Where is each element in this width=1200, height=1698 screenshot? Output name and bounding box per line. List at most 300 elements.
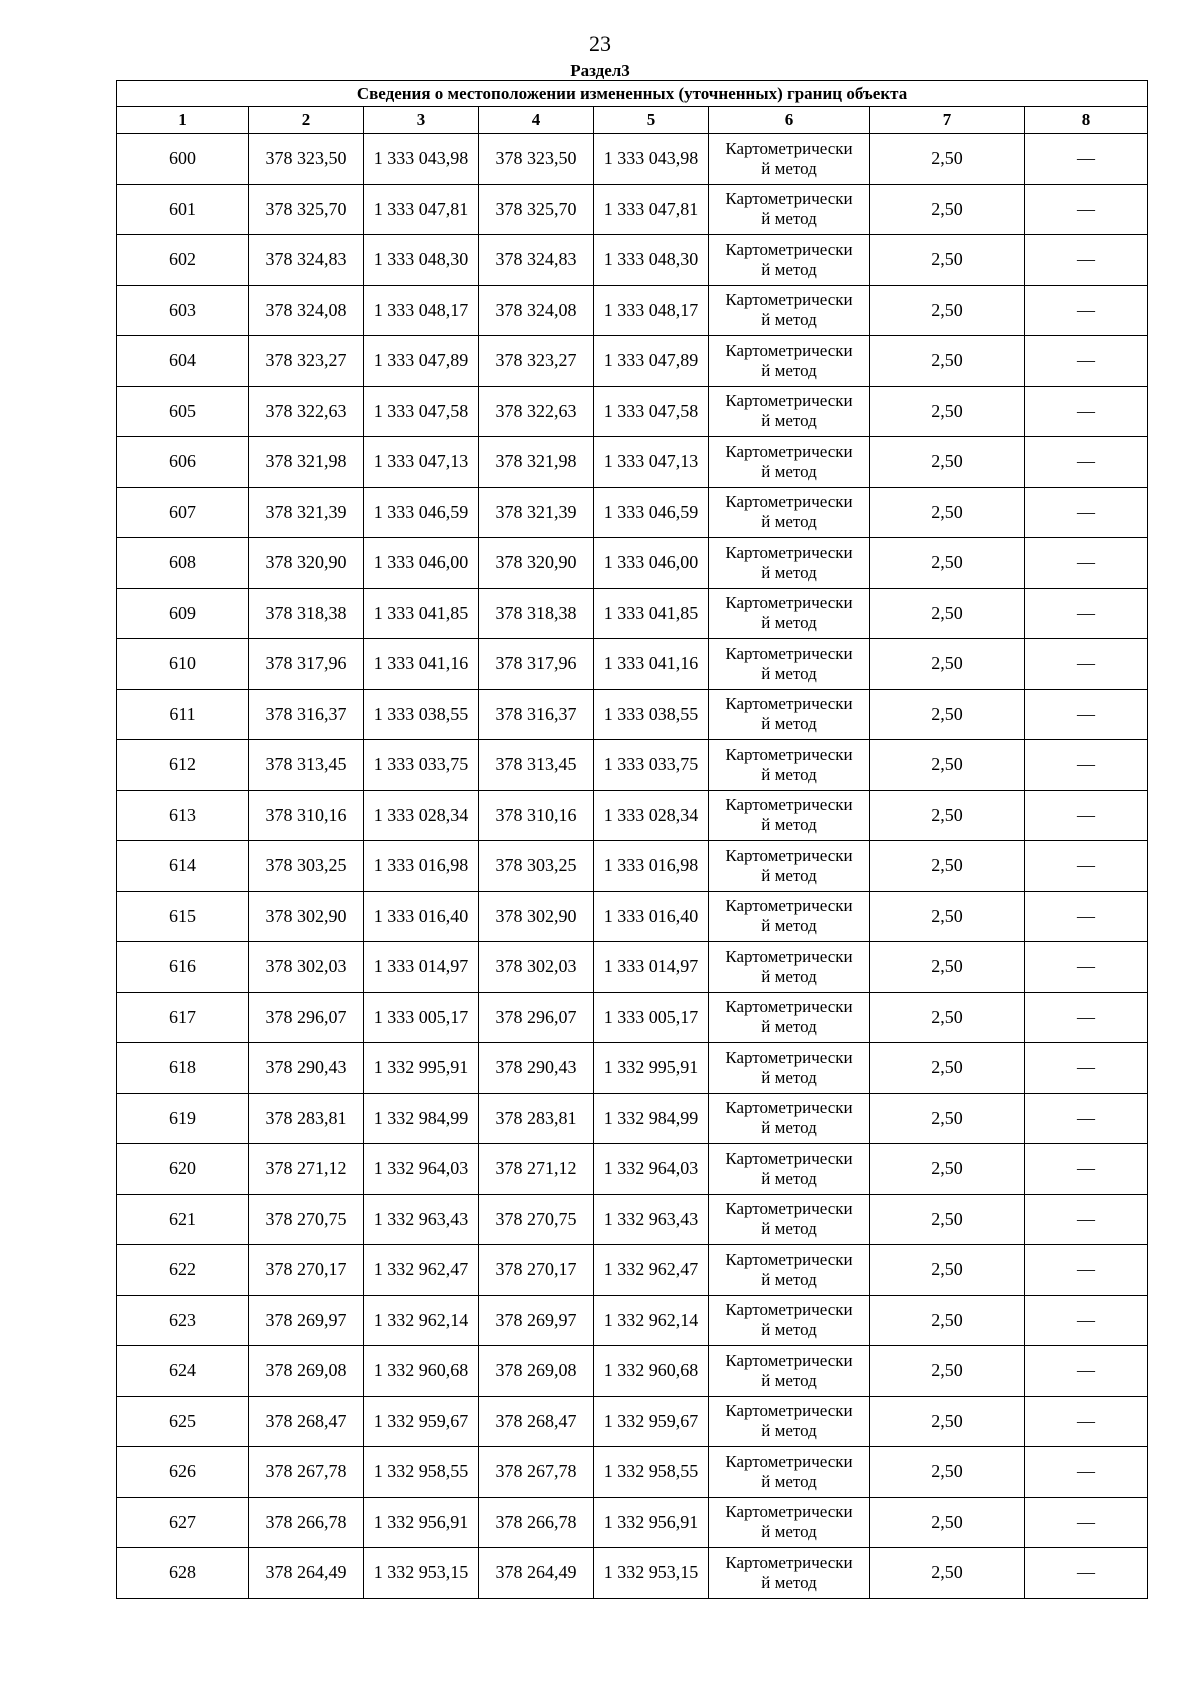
method-cell xyxy=(709,1194,870,1245)
existing-y-cell: 1 333 016,40 xyxy=(364,891,479,942)
refined-y-cell: 1 333 047,13 xyxy=(594,437,709,488)
point-number-cell: 610 xyxy=(117,639,249,690)
method-text-line1: Картометрически xyxy=(725,845,853,865)
method-text-line2: й метод xyxy=(761,865,817,885)
method-text-line2: й метод xyxy=(761,1118,817,1138)
method-text-line1: Картометрически xyxy=(725,1300,853,1320)
method-text-line1: Картометрически xyxy=(725,340,853,360)
table-row xyxy=(117,1497,1148,1548)
refined-y-cell: 1 332 960,68 xyxy=(594,1346,709,1397)
method-text-line2: й метод xyxy=(761,1017,817,1037)
refined-x-cell: 378 322,63 xyxy=(479,386,594,437)
table-row xyxy=(117,1043,1148,1094)
note-cell: — xyxy=(1025,1548,1148,1599)
accuracy-cell: 2,50 xyxy=(870,386,1025,437)
table-row xyxy=(117,1346,1148,1397)
method-text-line1: Картометрически xyxy=(725,1047,853,1067)
method-cell xyxy=(709,689,870,740)
method-text-line1: Картометрически xyxy=(725,239,853,259)
refined-x-cell: 378 296,07 xyxy=(479,992,594,1043)
method-text-line2: й метод xyxy=(761,259,817,279)
method-text-line2: й метод xyxy=(761,714,817,734)
refined-x-cell: 378 267,78 xyxy=(479,1447,594,1498)
existing-y-cell: 1 333 028,34 xyxy=(364,790,479,841)
existing-x-cell: 378 322,63 xyxy=(249,386,364,437)
method-cell xyxy=(709,942,870,993)
point-number-cell: 611 xyxy=(117,689,249,740)
accuracy-cell: 2,50 xyxy=(870,942,1025,993)
method-text-line2: й метод xyxy=(761,1067,817,1087)
table-row xyxy=(117,538,1148,589)
refined-x-cell: 378 318,38 xyxy=(479,588,594,639)
existing-x-cell: 378 290,43 xyxy=(249,1043,364,1094)
section-title: Раздел3 xyxy=(570,61,630,80)
method-cell xyxy=(709,790,870,841)
existing-x-cell: 378 313,45 xyxy=(249,740,364,791)
existing-x-cell: 378 270,17 xyxy=(249,1245,364,1296)
accuracy-cell: 2,50 xyxy=(870,538,1025,589)
existing-y-cell: 1 332 964,03 xyxy=(364,1144,479,1195)
method-text-line1: Картометрически xyxy=(725,542,853,562)
accuracy-cell: 2,50 xyxy=(870,841,1025,892)
point-number-cell: 620 xyxy=(117,1144,249,1195)
existing-y-cell: 1 333 047,89 xyxy=(364,336,479,387)
point-number-cell: 612 xyxy=(117,740,249,791)
column-number: 5 xyxy=(594,107,709,134)
table-row xyxy=(117,285,1148,336)
accuracy-cell: 2,50 xyxy=(870,487,1025,538)
existing-y-cell: 1 332 958,55 xyxy=(364,1447,479,1498)
existing-y-cell: 1 333 046,59 xyxy=(364,487,479,538)
method-text-line2: й метод xyxy=(761,1320,817,1340)
refined-y-cell: 1 333 005,17 xyxy=(594,992,709,1043)
existing-y-cell: 1 332 963,43 xyxy=(364,1194,479,1245)
method-cell xyxy=(709,1043,870,1094)
note-cell: — xyxy=(1025,1144,1148,1195)
point-number-cell: 604 xyxy=(117,336,249,387)
method-cell xyxy=(709,740,870,791)
note-cell: — xyxy=(1025,841,1148,892)
point-number-cell: 614 xyxy=(117,841,249,892)
method-text-line2: й метод xyxy=(761,916,817,936)
method-cell xyxy=(709,184,870,235)
accuracy-cell: 2,50 xyxy=(870,184,1025,235)
accuracy-cell: 2,50 xyxy=(870,740,1025,791)
column-number: 4 xyxy=(479,107,594,134)
existing-x-cell: 378 320,90 xyxy=(249,538,364,589)
method-text-line1: Картометрически xyxy=(725,744,853,764)
method-cell xyxy=(709,235,870,286)
table-row xyxy=(117,1194,1148,1245)
refined-y-cell: 1 332 958,55 xyxy=(594,1447,709,1498)
method-text-line1: Картометрически xyxy=(725,138,853,158)
method-text-line2: й метод xyxy=(761,512,817,532)
table-caption: Сведения о местоположении измененных (уточненных) границ объекта xyxy=(117,81,1148,107)
refined-y-cell: 1 333 043,98 xyxy=(594,134,709,185)
existing-y-cell: 1 333 014,97 xyxy=(364,942,479,993)
refined-x-cell: 378 269,08 xyxy=(479,1346,594,1397)
accuracy-cell: 2,50 xyxy=(870,235,1025,286)
note-cell: — xyxy=(1025,740,1148,791)
method-cell xyxy=(709,992,870,1043)
method-text-line1: Картометрически xyxy=(725,1148,853,1168)
table-row xyxy=(117,1396,1148,1447)
method-cell xyxy=(709,1396,870,1447)
note-cell: — xyxy=(1025,285,1148,336)
existing-x-cell: 378 324,83 xyxy=(249,235,364,286)
table-row xyxy=(117,184,1148,235)
refined-y-cell: 1 332 962,14 xyxy=(594,1295,709,1346)
table-row xyxy=(117,1447,1148,1498)
refined-x-cell: 378 271,12 xyxy=(479,1144,594,1195)
existing-y-cell: 1 332 956,91 xyxy=(364,1497,479,1548)
refined-y-cell: 1 332 959,67 xyxy=(594,1396,709,1447)
table-row xyxy=(117,639,1148,690)
method-text-line1: Картометрически xyxy=(725,1350,853,1370)
point-number-cell: 615 xyxy=(117,891,249,942)
refined-y-cell: 1 332 984,99 xyxy=(594,1093,709,1144)
refined-x-cell: 378 302,90 xyxy=(479,891,594,942)
existing-y-cell: 1 333 046,00 xyxy=(364,538,479,589)
point-number-cell: 624 xyxy=(117,1346,249,1397)
table-row xyxy=(117,891,1148,942)
note-cell: — xyxy=(1025,992,1148,1043)
table-row xyxy=(117,740,1148,791)
accuracy-cell: 2,50 xyxy=(870,134,1025,185)
point-number-cell: 613 xyxy=(117,790,249,841)
point-number-cell: 600 xyxy=(117,134,249,185)
refined-x-cell: 378 320,90 xyxy=(479,538,594,589)
method-text-line2: й метод xyxy=(761,411,817,431)
note-cell: — xyxy=(1025,1043,1148,1094)
existing-y-cell: 1 333 033,75 xyxy=(364,740,479,791)
accuracy-cell: 2,50 xyxy=(870,1548,1025,1599)
note-cell: — xyxy=(1025,235,1148,286)
table-row xyxy=(117,841,1148,892)
table-row xyxy=(117,1295,1148,1346)
accuracy-cell: 2,50 xyxy=(870,639,1025,690)
column-number: 8 xyxy=(1025,107,1148,134)
refined-y-cell: 1 332 956,91 xyxy=(594,1497,709,1548)
refined-y-cell: 1 332 953,15 xyxy=(594,1548,709,1599)
refined-x-cell: 378 323,27 xyxy=(479,336,594,387)
method-text-line1: Картометрически xyxy=(725,643,853,663)
accuracy-cell: 2,50 xyxy=(870,992,1025,1043)
point-number-cell: 601 xyxy=(117,184,249,235)
existing-y-cell: 1 333 041,16 xyxy=(364,639,479,690)
existing-y-cell: 1 333 038,55 xyxy=(364,689,479,740)
refined-y-cell: 1 332 964,03 xyxy=(594,1144,709,1195)
method-cell xyxy=(709,285,870,336)
method-cell xyxy=(709,639,870,690)
refined-y-cell: 1 333 048,17 xyxy=(594,285,709,336)
note-cell: — xyxy=(1025,1396,1148,1447)
method-text-line1: Картометрически xyxy=(725,694,853,714)
point-number-cell: 623 xyxy=(117,1295,249,1346)
method-text-line1: Картометрически xyxy=(725,1502,853,1522)
note-cell: — xyxy=(1025,588,1148,639)
existing-x-cell: 378 325,70 xyxy=(249,184,364,235)
note-cell: — xyxy=(1025,184,1148,235)
note-cell: — xyxy=(1025,1245,1148,1296)
refined-y-cell: 1 333 046,59 xyxy=(594,487,709,538)
method-text-line2: й метод xyxy=(761,764,817,784)
refined-x-cell: 378 303,25 xyxy=(479,841,594,892)
method-cell xyxy=(709,1346,870,1397)
point-number-cell: 628 xyxy=(117,1548,249,1599)
method-cell xyxy=(709,1093,870,1144)
existing-y-cell: 1 333 047,13 xyxy=(364,437,479,488)
existing-x-cell: 378 270,75 xyxy=(249,1194,364,1245)
refined-y-cell: 1 333 048,30 xyxy=(594,235,709,286)
method-text-line2: й метод xyxy=(761,1269,817,1289)
accuracy-cell: 2,50 xyxy=(870,437,1025,488)
point-number-cell: 626 xyxy=(117,1447,249,1498)
refined-x-cell: 378 290,43 xyxy=(479,1043,594,1094)
method-text-line1: Картометрически xyxy=(725,1199,853,1219)
point-number-cell: 608 xyxy=(117,538,249,589)
method-text-line2: й метод xyxy=(761,1219,817,1239)
refined-x-cell: 378 264,49 xyxy=(479,1548,594,1599)
point-number-cell: 605 xyxy=(117,386,249,437)
existing-y-cell: 1 333 005,17 xyxy=(364,992,479,1043)
refined-x-cell: 378 317,96 xyxy=(479,639,594,690)
refined-x-cell: 378 316,37 xyxy=(479,689,594,740)
existing-x-cell: 378 269,08 xyxy=(249,1346,364,1397)
method-cell xyxy=(709,134,870,185)
table-row xyxy=(117,790,1148,841)
existing-y-cell: 1 333 016,98 xyxy=(364,841,479,892)
method-text-line1: Картометрически xyxy=(725,946,853,966)
method-text-line2: й метод xyxy=(761,1421,817,1441)
existing-y-cell: 1 332 953,15 xyxy=(364,1548,479,1599)
method-cell xyxy=(709,1447,870,1498)
accuracy-cell: 2,50 xyxy=(870,1043,1025,1094)
existing-y-cell: 1 332 959,67 xyxy=(364,1396,479,1447)
refined-y-cell: 1 332 995,91 xyxy=(594,1043,709,1094)
existing-x-cell: 378 303,25 xyxy=(249,841,364,892)
point-number-cell: 602 xyxy=(117,235,249,286)
point-number-cell: 621 xyxy=(117,1194,249,1245)
method-cell xyxy=(709,437,870,488)
existing-x-cell: 378 317,96 xyxy=(249,639,364,690)
method-text-line2: й метод xyxy=(761,815,817,835)
method-text-line1: Картометрически xyxy=(725,1249,853,1269)
point-number-cell: 617 xyxy=(117,992,249,1043)
note-cell: — xyxy=(1025,1497,1148,1548)
method-cell xyxy=(709,1245,870,1296)
accuracy-cell: 2,50 xyxy=(870,588,1025,639)
existing-x-cell: 378 268,47 xyxy=(249,1396,364,1447)
table-row xyxy=(117,689,1148,740)
refined-x-cell: 378 270,17 xyxy=(479,1245,594,1296)
note-cell: — xyxy=(1025,891,1148,942)
accuracy-cell: 2,50 xyxy=(870,891,1025,942)
refined-y-cell: 1 333 033,75 xyxy=(594,740,709,791)
table-row xyxy=(117,437,1148,488)
method-text-line1: Картометрически xyxy=(725,441,853,461)
method-text-line2: й метод xyxy=(761,966,817,986)
refined-x-cell: 378 324,08 xyxy=(479,285,594,336)
existing-x-cell: 378 321,39 xyxy=(249,487,364,538)
method-text-line1: Картометрически xyxy=(725,290,853,310)
existing-y-cell: 1 333 041,85 xyxy=(364,588,479,639)
point-number-cell: 618 xyxy=(117,1043,249,1094)
method-cell xyxy=(709,1144,870,1195)
method-text-line1: Картометрически xyxy=(725,896,853,916)
existing-x-cell: 378 321,98 xyxy=(249,437,364,488)
existing-x-cell: 378 283,81 xyxy=(249,1093,364,1144)
accuracy-cell: 2,50 xyxy=(870,689,1025,740)
accuracy-cell: 2,50 xyxy=(870,1396,1025,1447)
column-number: 1 xyxy=(117,107,249,134)
table-row xyxy=(117,487,1148,538)
note-cell: — xyxy=(1025,1447,1148,1498)
note-cell: — xyxy=(1025,1194,1148,1245)
accuracy-cell: 2,50 xyxy=(870,1245,1025,1296)
method-text-line2: й метод xyxy=(761,1168,817,1188)
existing-x-cell: 378 269,97 xyxy=(249,1295,364,1346)
refined-x-cell: 378 321,39 xyxy=(479,487,594,538)
existing-y-cell: 1 332 962,47 xyxy=(364,1245,479,1296)
note-cell: — xyxy=(1025,1346,1148,1397)
method-cell xyxy=(709,588,870,639)
method-cell xyxy=(709,336,870,387)
method-text-line2: й метод xyxy=(761,461,817,481)
method-text-line1: Картометрически xyxy=(725,391,853,411)
method-cell xyxy=(709,386,870,437)
existing-x-cell: 378 318,38 xyxy=(249,588,364,639)
refined-y-cell: 1 333 028,34 xyxy=(594,790,709,841)
existing-x-cell: 378 323,27 xyxy=(249,336,364,387)
note-cell: — xyxy=(1025,1093,1148,1144)
method-text-line2: й метод xyxy=(761,158,817,178)
table-row xyxy=(117,386,1148,437)
note-cell: — xyxy=(1025,538,1148,589)
method-cell xyxy=(709,487,870,538)
table-caption-row xyxy=(117,81,1148,107)
accuracy-cell: 2,50 xyxy=(870,1497,1025,1548)
existing-x-cell: 378 310,16 xyxy=(249,790,364,841)
existing-y-cell: 1 333 043,98 xyxy=(364,134,479,185)
table-row xyxy=(117,134,1148,185)
refined-y-cell: 1 332 962,47 xyxy=(594,1245,709,1296)
column-number-row xyxy=(117,107,1148,134)
refined-y-cell: 1 333 041,85 xyxy=(594,588,709,639)
existing-y-cell: 1 332 960,68 xyxy=(364,1346,479,1397)
method-cell xyxy=(709,841,870,892)
method-text-line2: й метод xyxy=(761,613,817,633)
note-cell: — xyxy=(1025,639,1148,690)
refined-x-cell: 378 302,03 xyxy=(479,942,594,993)
column-number: 6 xyxy=(709,107,870,134)
note-cell: — xyxy=(1025,487,1148,538)
table-row xyxy=(117,992,1148,1043)
existing-y-cell: 1 332 962,14 xyxy=(364,1295,479,1346)
note-cell: — xyxy=(1025,790,1148,841)
table-row xyxy=(117,1144,1148,1195)
existing-x-cell: 378 296,07 xyxy=(249,992,364,1043)
table-body xyxy=(117,134,1148,1599)
existing-y-cell: 1 333 048,17 xyxy=(364,285,479,336)
method-text-line2: й метод xyxy=(761,1471,817,1491)
table-row xyxy=(117,1548,1148,1599)
method-text-line2: й метод xyxy=(761,663,817,683)
method-text-line2: й метод xyxy=(761,1370,817,1390)
point-number-cell: 607 xyxy=(117,487,249,538)
existing-x-cell: 378 324,08 xyxy=(249,285,364,336)
existing-y-cell: 1 333 047,58 xyxy=(364,386,479,437)
existing-y-cell: 1 333 048,30 xyxy=(364,235,479,286)
accuracy-cell: 2,50 xyxy=(870,1295,1025,1346)
page-number: 23 xyxy=(589,31,611,56)
method-cell xyxy=(709,1548,870,1599)
accuracy-cell: 2,50 xyxy=(870,336,1025,387)
method-cell xyxy=(709,1497,870,1548)
accuracy-cell: 2,50 xyxy=(870,1194,1025,1245)
refined-x-cell: 378 283,81 xyxy=(479,1093,594,1144)
note-cell: — xyxy=(1025,689,1148,740)
accuracy-cell: 2,50 xyxy=(870,1346,1025,1397)
point-number-cell: 609 xyxy=(117,588,249,639)
coordinates-table xyxy=(116,80,1148,1599)
refined-x-cell: 378 324,83 xyxy=(479,235,594,286)
point-number-cell: 606 xyxy=(117,437,249,488)
method-cell xyxy=(709,891,870,942)
accuracy-cell: 2,50 xyxy=(870,1093,1025,1144)
refined-y-cell: 1 333 041,16 xyxy=(594,639,709,690)
refined-y-cell: 1 333 047,58 xyxy=(594,386,709,437)
method-text-line2: й метод xyxy=(761,1522,817,1542)
refined-y-cell: 1 333 046,00 xyxy=(594,538,709,589)
method-cell xyxy=(709,538,870,589)
refined-y-cell: 1 333 016,40 xyxy=(594,891,709,942)
refined-x-cell: 378 323,50 xyxy=(479,134,594,185)
existing-x-cell: 378 302,90 xyxy=(249,891,364,942)
method-text-line2: й метод xyxy=(761,562,817,582)
accuracy-cell: 2,50 xyxy=(870,1144,1025,1195)
existing-x-cell: 378 302,03 xyxy=(249,942,364,993)
accuracy-cell: 2,50 xyxy=(870,1447,1025,1498)
point-number-cell: 625 xyxy=(117,1396,249,1447)
method-text-line1: Картометрически xyxy=(725,189,853,209)
refined-x-cell: 378 268,47 xyxy=(479,1396,594,1447)
refined-x-cell: 378 269,97 xyxy=(479,1295,594,1346)
method-text-line1: Картометрически xyxy=(725,593,853,613)
table-row xyxy=(117,588,1148,639)
table-row xyxy=(117,1245,1148,1296)
refined-x-cell: 378 321,98 xyxy=(479,437,594,488)
method-text-line1: Картометрически xyxy=(725,1401,853,1421)
note-cell: — xyxy=(1025,336,1148,387)
note-cell: — xyxy=(1025,134,1148,185)
point-number-cell: 622 xyxy=(117,1245,249,1296)
method-text-line2: й метод xyxy=(761,209,817,229)
refined-x-cell: 378 266,78 xyxy=(479,1497,594,1548)
note-cell: — xyxy=(1025,942,1148,993)
refined-y-cell: 1 333 047,81 xyxy=(594,184,709,235)
existing-x-cell: 378 264,49 xyxy=(249,1548,364,1599)
refined-x-cell: 378 325,70 xyxy=(479,184,594,235)
method-text-line2: й метод xyxy=(761,360,817,380)
existing-x-cell: 378 271,12 xyxy=(249,1144,364,1195)
method-text-line1: Картометрически xyxy=(725,1552,853,1572)
refined-y-cell: 1 333 047,89 xyxy=(594,336,709,387)
refined-x-cell: 378 270,75 xyxy=(479,1194,594,1245)
column-number: 7 xyxy=(870,107,1025,134)
method-text-line1: Картометрически xyxy=(725,997,853,1017)
existing-y-cell: 1 333 047,81 xyxy=(364,184,479,235)
